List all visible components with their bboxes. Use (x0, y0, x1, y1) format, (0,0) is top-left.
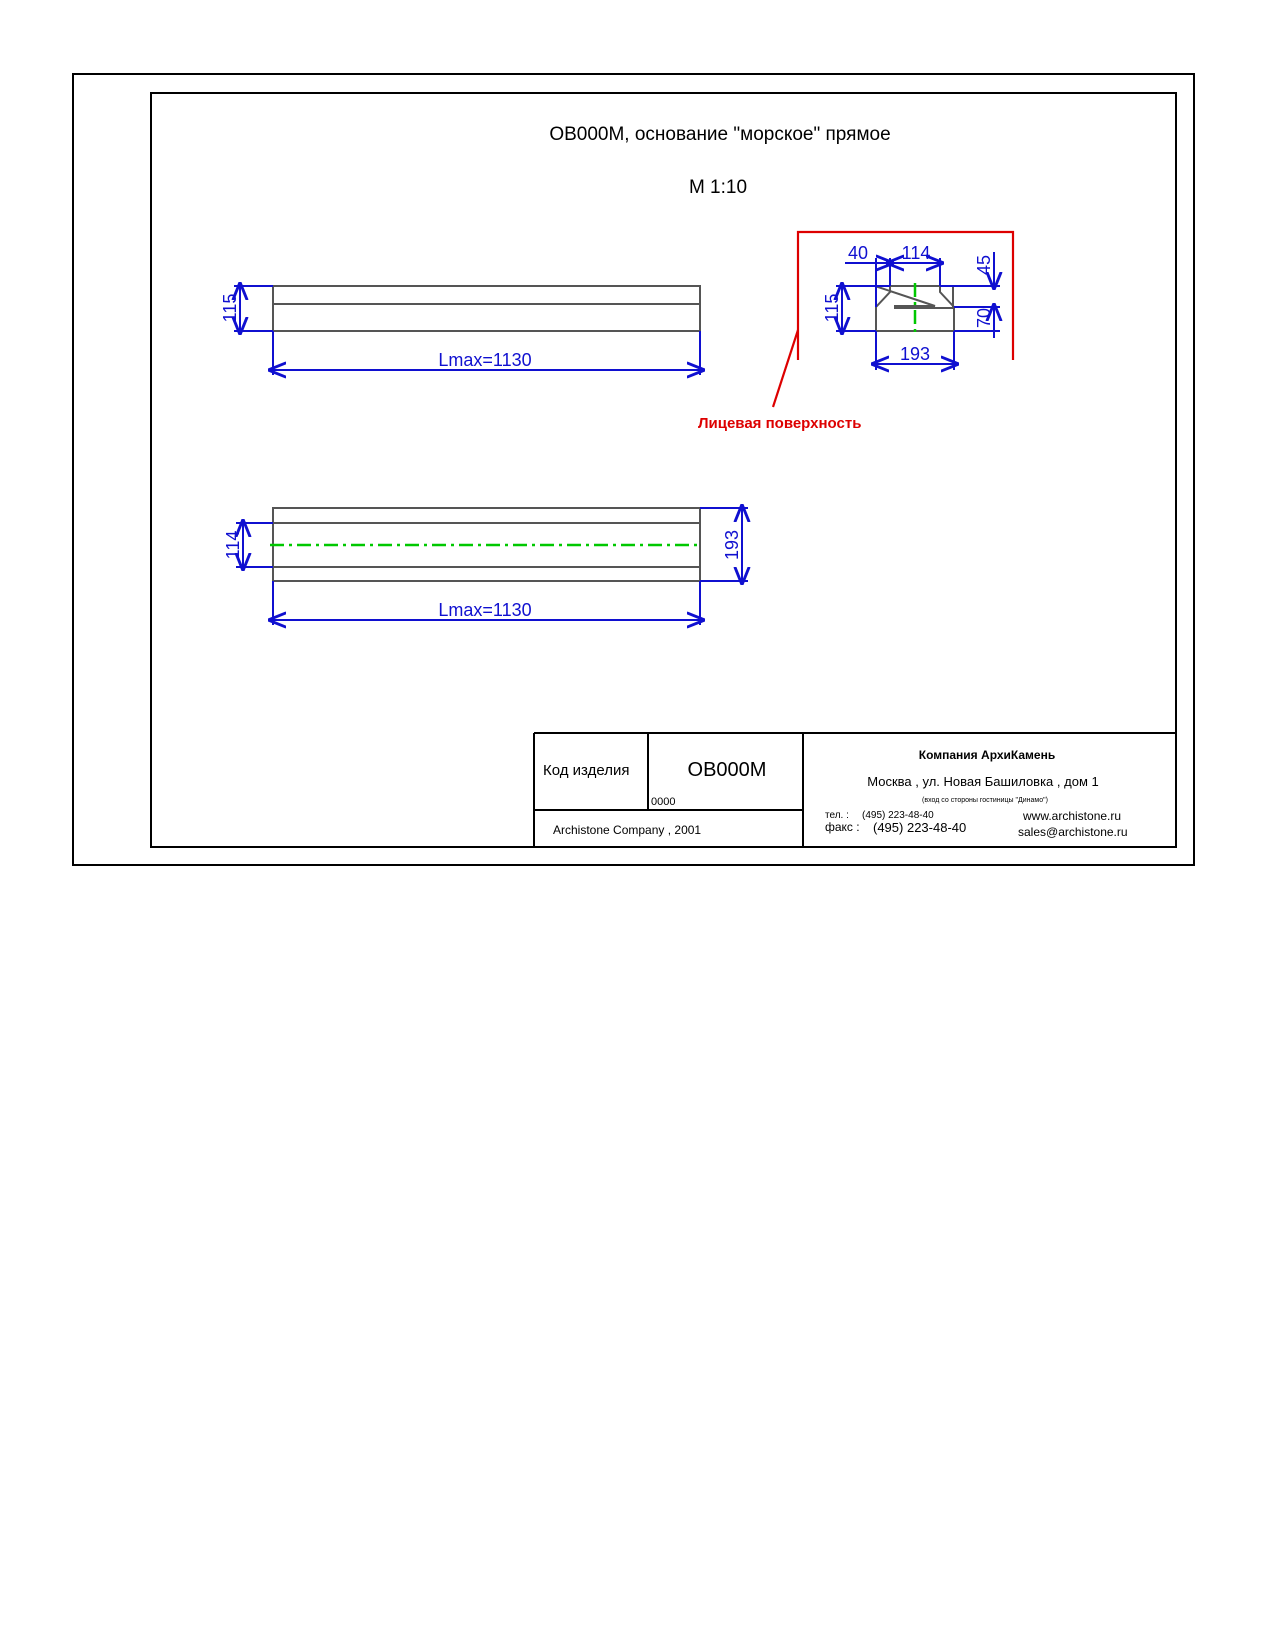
code-value: OB000M (687, 759, 767, 781)
code-number: 0000 (651, 796, 676, 808)
top-view-length-label: Lmax=1130 (438, 350, 532, 370)
phone-label: тел. : (825, 810, 849, 821)
top-view (220, 284, 703, 375)
address-note: (вход со стороны гостиницы "Динамо") (922, 797, 1048, 804)
dim-45-label: 45 (974, 254, 994, 276)
bottom-view (223, 506, 748, 625)
fax-label: факс : (825, 820, 860, 834)
email-link[interactable]: sales@archistone.ru (1018, 825, 1128, 839)
drawing-title: OB000M, основание "морское" прямое (549, 124, 891, 145)
code-label: Код изделия (543, 762, 630, 779)
bottom-height-label: 114 (223, 530, 243, 560)
fax-value: (495) 223-48-40 (873, 820, 967, 835)
company-address: Москва , ул. Новая Башиловка , дом 1 (867, 774, 1099, 789)
phone-value: (495) 223-48-40 (862, 810, 934, 821)
bottom-length-label: Lmax=1130 (438, 600, 532, 620)
dim-115-label: 115 (822, 293, 842, 323)
cross-section (698, 232, 1013, 432)
face-label: Лицевая поверхность (698, 415, 862, 432)
dim-193-label: 193 (899, 344, 931, 364)
dim-70-label: 70 (974, 307, 994, 329)
company-name: Компания АрхиКамень (918, 748, 1056, 762)
title-block (534, 733, 1176, 847)
face-leader (773, 330, 798, 407)
drawing-scale: М 1:10 (688, 177, 748, 198)
outer-frame (73, 74, 1194, 865)
dim-40-label: 40 (847, 243, 869, 263)
top-view-outline (273, 286, 700, 331)
bottom-width-label: 193 (722, 529, 742, 561)
dim-114-label: 114 (901, 243, 931, 263)
website-link[interactable]: www.archistone.ru (1023, 809, 1122, 823)
copyright: Archistone Company , 2001 (553, 823, 702, 837)
top-view-height-label: 115 (220, 293, 240, 323)
